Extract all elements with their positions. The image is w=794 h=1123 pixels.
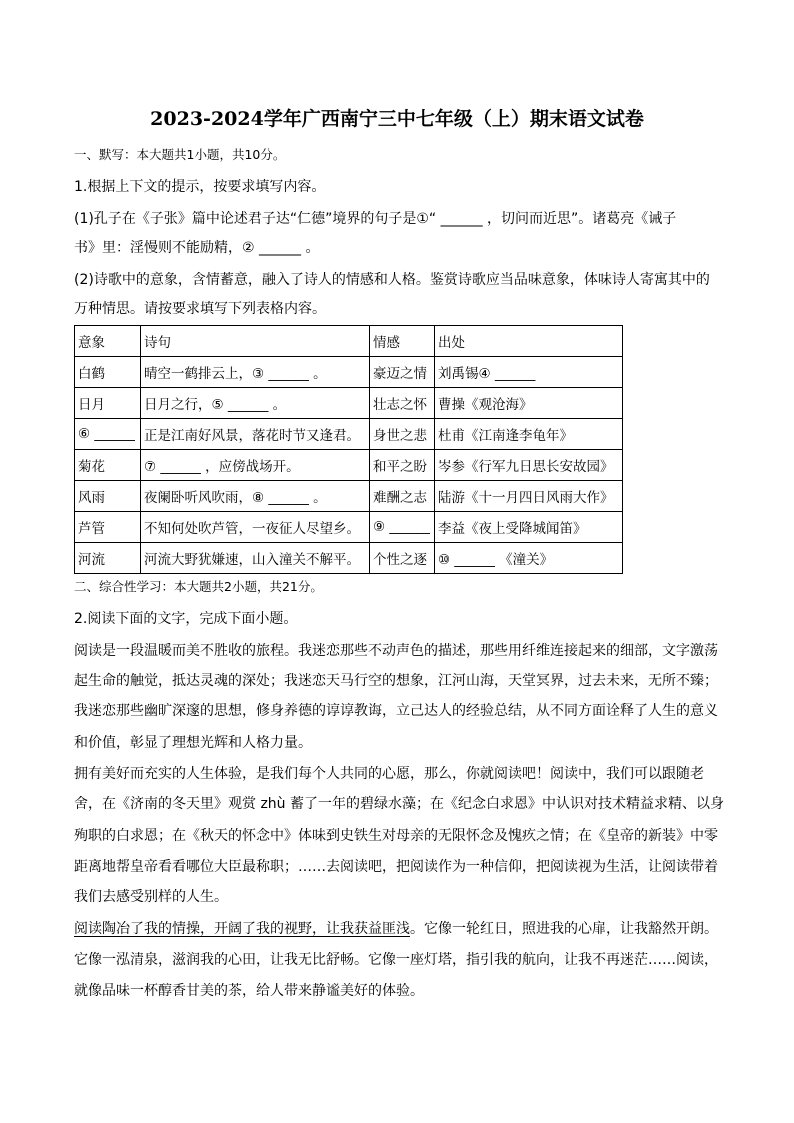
table-cell: 个性之逐 — [370, 543, 435, 574]
table-row — [75, 543, 623, 574]
table-header-cell: 情感 — [370, 326, 435, 357]
passage-line: 距离地帮皇帝看看哪位大臣最称职；……去阅读吧，把阅读作为一种信仰，把阅读视为生活，让阅读带着 — [74, 859, 718, 875]
table-row — [75, 450, 623, 481]
table-cell: 豪迈之情 — [370, 357, 435, 388]
passage-line: 舍，在《济南的冬天里》观赏 zhù 蓄了一年的碧绿水藻；在《纪念白求恩》中认识对技术精益求精、以身 — [74, 796, 724, 812]
passage-line: 它像一泓清泉，滋润我的心田，让我无比舒畅。它像一座灯塔，指引我的航向，让我不再迷茫……阅读， — [74, 952, 718, 968]
table-row — [75, 388, 623, 419]
table-header-cell: 意象 — [75, 326, 141, 357]
table-cell: 不知何处吹芦管，一夜征人尽望乡。 — [141, 512, 370, 543]
table-cell: 日月之行，⑤ ______ 。 — [141, 388, 370, 419]
passage-line: 我们去感受别样的人生。 — [74, 889, 228, 905]
table-cell: 陆游《十一月四日风雨大作》 — [435, 481, 623, 512]
table-cell: 菊花 — [75, 450, 141, 481]
passage-text: 。它像一轮红日，照进我的心扉，让我豁然开朗。 — [410, 921, 718, 937]
table-cell: 曹操《观沧海》 — [435, 388, 623, 419]
question-2-stem: 2.阅读下面的文字，完成下面小题。 — [74, 611, 298, 627]
exam-title: 2023-2024学年广西南宁三中七年级（上）期末语文试卷 — [150, 108, 644, 130]
underlined-sentence: 阅读陶冶了我的情操，开阔了我的视野，让我获益匪浅 — [74, 921, 410, 937]
table-header-cell: 诗句 — [141, 326, 370, 357]
section-1-heading: 一、默写：本大题共1小题，共10分。 — [74, 147, 286, 162]
passage-line — [74, 919, 724, 939]
table-cell: 晴空一鹤排云上，③ ______ 。 — [141, 357, 370, 388]
table-row — [75, 481, 623, 512]
question-1-stem: 1.根据上下文的提示，按要求填写内容。 — [74, 179, 326, 195]
table-cell: 杜甫《江南逢李龟年》 — [435, 419, 623, 450]
table-cell: 正是江南好风景，落花时节又逢君。 — [141, 419, 370, 450]
table-cell: 芦管 — [75, 512, 141, 543]
table-cell: 河流大野犹嫌速，山入潼关不解平。 — [141, 543, 370, 574]
question-1-part-2-line-1: (2)诗歌中的意象，含情蓄意，融入了诗人的情感和人格。鉴赏诗歌应当品味意象，体味诗人寄寓其中的 — [74, 272, 710, 288]
question-1-part-1-line-1: (1)孔子在《子张》篇中论述君子达“仁德”境界的句子是①“ ______ ，切问而近思”。诸葛亮《诫子 — [74, 211, 677, 227]
passage-line: 拥有美好而充实的人生体验，是我们每个人共同的心愿，那么，你就阅读吧！阅读中，我们可以跟随老 — [74, 766, 704, 782]
table-cell: 和平之盼 — [370, 450, 435, 481]
question-1-part-1-line-2: 书》里：淫慢则不能励精，② ______ 。 — [74, 240, 320, 256]
passage-line: 殉职的白求恩；在《秋天的怀念中》体味到史铁生对母亲的无限怀念及愧疚之情；在《皇帝的新装》中零 — [74, 828, 718, 844]
passage-line: 起生命的触觉，抵达灵魂的深处；我迷恋天马行空的想象，江河山海，天堂冥界，过去未来，无所不臻； — [74, 673, 718, 689]
passage-line: 我迷恋那些幽旷深邃的思想，修身养德的谆谆教诲，立己达人的经验总结，从不同方面诠释了人生的意义 — [74, 703, 718, 719]
table-cell: ⑩ ______ 《潼关》 — [435, 543, 623, 574]
table-cell: 日月 — [75, 388, 141, 419]
table-row — [75, 512, 623, 543]
table-cell: 河流 — [75, 543, 141, 574]
passage-line: 就像品味一杯醇香甘美的茶，给人带来静谧美好的体验。 — [74, 983, 424, 999]
table-cell: 岑参《行军九日思长安故园》 — [435, 450, 623, 481]
table-cell: 白鹤 — [75, 357, 141, 388]
table-header-row — [75, 326, 623, 357]
table-cell: 李益《夜上受降城闻笛》 — [435, 512, 623, 543]
table-cell: 身世之悲 — [370, 419, 435, 450]
imagery-table — [74, 325, 623, 574]
section-2-heading: 二、综合性学习：本大题共2小题，共21分。 — [74, 579, 323, 594]
table-cell: ⑨ ______ — [370, 512, 435, 543]
table-cell: 刘禹锡④ ______ — [435, 357, 623, 388]
table-cell: ⑥ ______ — [75, 419, 141, 450]
table-cell: 风雨 — [75, 481, 141, 512]
table-header-cell: 出处 — [435, 326, 623, 357]
question-1-part-2-line-2: 万种情思。请按要求填写下列表格内容。 — [74, 301, 326, 317]
table-row — [75, 357, 623, 388]
table-cell: 壮志之怀 — [370, 388, 435, 419]
table-cell: 夜阑卧听风吹雨，⑧ ______ 。 — [141, 481, 370, 512]
table-cell: 难酬之志 — [370, 481, 435, 512]
passage-line: 阅读是一段温暖而美不胜收的旅程。我迷恋那些不动声色的描述，那些用纤维连接起来的细部，文字激荡 — [74, 643, 718, 659]
passage-line: 和价值，彰显了理想光辉和人格力量。 — [74, 735, 312, 751]
table-cell: ⑦ ______ ，应傍战场开。 — [141, 450, 370, 481]
table-row — [75, 419, 623, 450]
